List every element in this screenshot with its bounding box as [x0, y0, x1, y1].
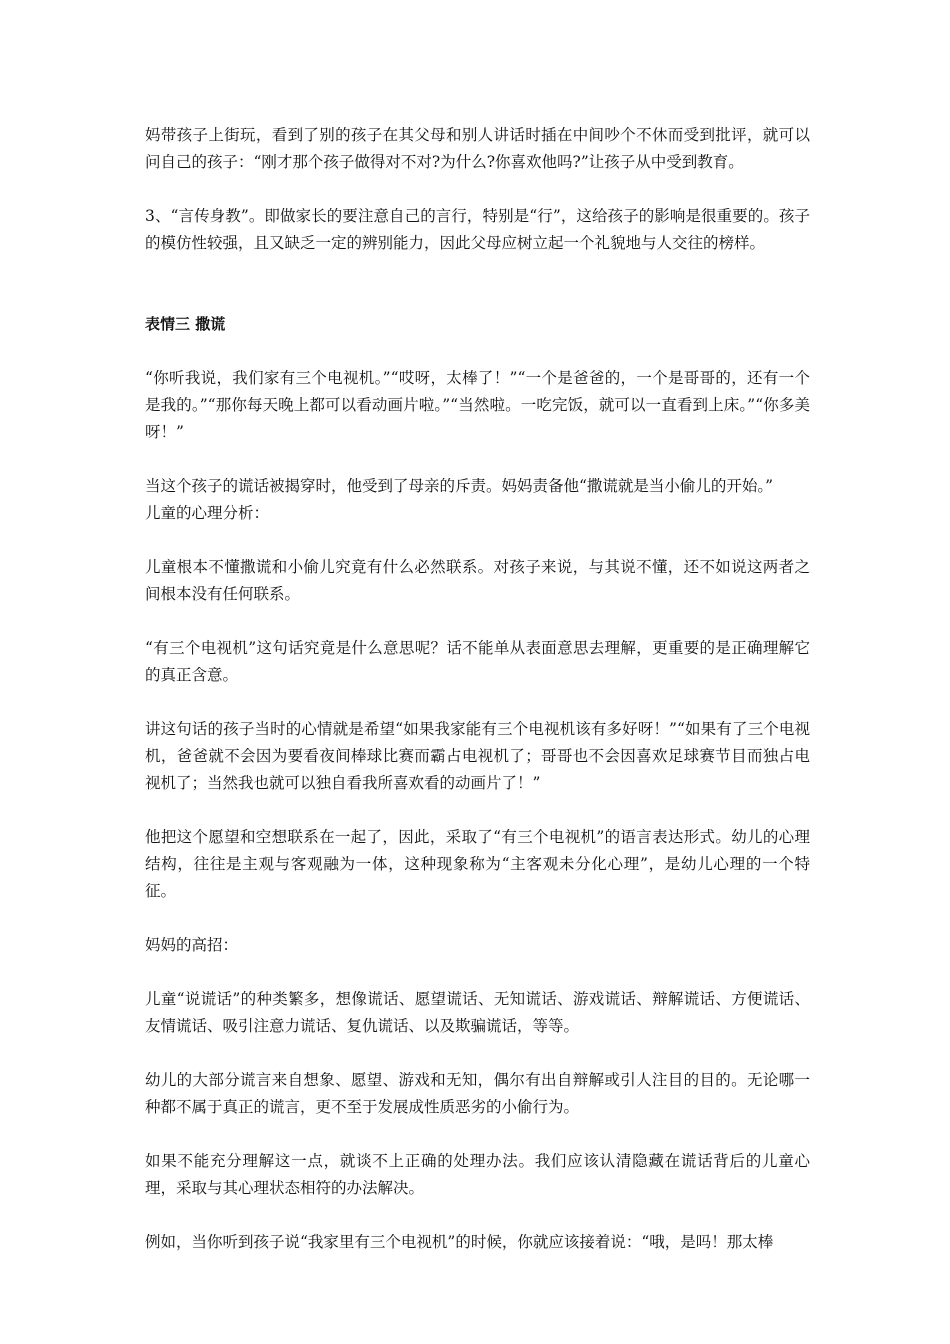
paragraph-expression: 他把这个愿望和空想联系在一起了，因此，采取了“有三个电视机”的语言表达形式。幼儿的心理结构，往往是主观与客观融为一体，这种现象称为“主客观未分化心理”，是幼儿心理的一个特征。	[145, 828, 810, 900]
section-heading: 表情三 撒谎	[145, 315, 226, 333]
paragraph-lead-by-example: 3、“言传身教”。即做家长的要注意自己的言行，特别是“行”，这给孩子的影响是很重要的。孩子的模仿性较强，且又缺乏一定的辨别能力，因此父母应树立起一个礼貌地与人交往的榜样。	[145, 207, 810, 252]
subheading-child-psychology: 儿童的心理分析：	[145, 504, 270, 522]
paragraph-meaning: “有三个电视机”这句话究竟是什么意思呢？话不能单从表面意思去理解，更重要的是正确理解它的真正含意。	[145, 639, 810, 684]
paragraph-intro-continuation: 妈带孩子上街玩，看到了别的孩子在其父母和别人讲话时插在中间吵个不休而受到批评，就可以问自己的孩子：“刚才那个孩子做得对不对?为什么?你喜欢他吗?”让孩子从中受到教育。	[145, 126, 810, 171]
subheading-mom-tips: 妈妈的高招：	[145, 936, 239, 954]
document-body	[145, 122, 810, 1283]
paragraph-lie-types: 儿童“说谎话”的种类繁多，想像谎话、愿望谎话、无知谎话、游戏谎话、辩解谎话、方便谎话、友情谎话、吸引注意力谎话、复仇谎话、以及欺骗谎话，等等。	[145, 990, 810, 1035]
paragraph-scolding: 当这个孩子的谎话被揭穿时，他受到了母亲的斥责。妈妈责备他“撒谎就是当小偷儿的开始。”	[145, 477, 774, 495]
paragraph-example: 例如，当你听到孩子说“我家里有三个电视机”的时候，你就应该接着说：“哦，是吗！那太棒	[145, 1233, 774, 1251]
paragraph-dialogue: “你听我说，我们家有三个电视机。”“哎呀，太棒了！”“一个是爸爸的，一个是哥哥的，还有一个是我的。”“那你每天晚上都可以看动画片啦。”“当然啦。一吃完饭，就可以一直看到上床。”“你多美呀！”	[145, 369, 810, 441]
paragraph-no-connection: 儿童根本不懂撒谎和小偷儿究竟有什么必然联系。对孩子来说，与其说不懂，还不如说这两者之间根本没有任何联系。	[145, 558, 810, 603]
paragraph-understanding: 如果不能充分理解这一点，就谈不上正确的处理办法。我们应该认清隐藏在谎话背后的儿童心理，采取与其心理状态相符的办法解决。	[145, 1152, 810, 1197]
paragraph-lie-sources: 幼儿的大部分谎言来自想象、愿望、游戏和无知，偶尔有出自辩解或引人注目的目的。无论哪一种都不属于真正的谎言，更不至于发展成性质恶劣的小偷行为。	[145, 1071, 810, 1116]
paragraph-wish: 讲这句话的孩子当时的心情就是希望“如果我家能有三个电视机该有多好呀！”“如果有了三个电视机，爸爸就不会因为要看夜间棒球比赛而霸占电视机了；哥哥也不会因喜欢足球赛节目而独占电视机了；当然我也就可以独自看我所喜欢看的动画片了！”	[145, 720, 810, 792]
